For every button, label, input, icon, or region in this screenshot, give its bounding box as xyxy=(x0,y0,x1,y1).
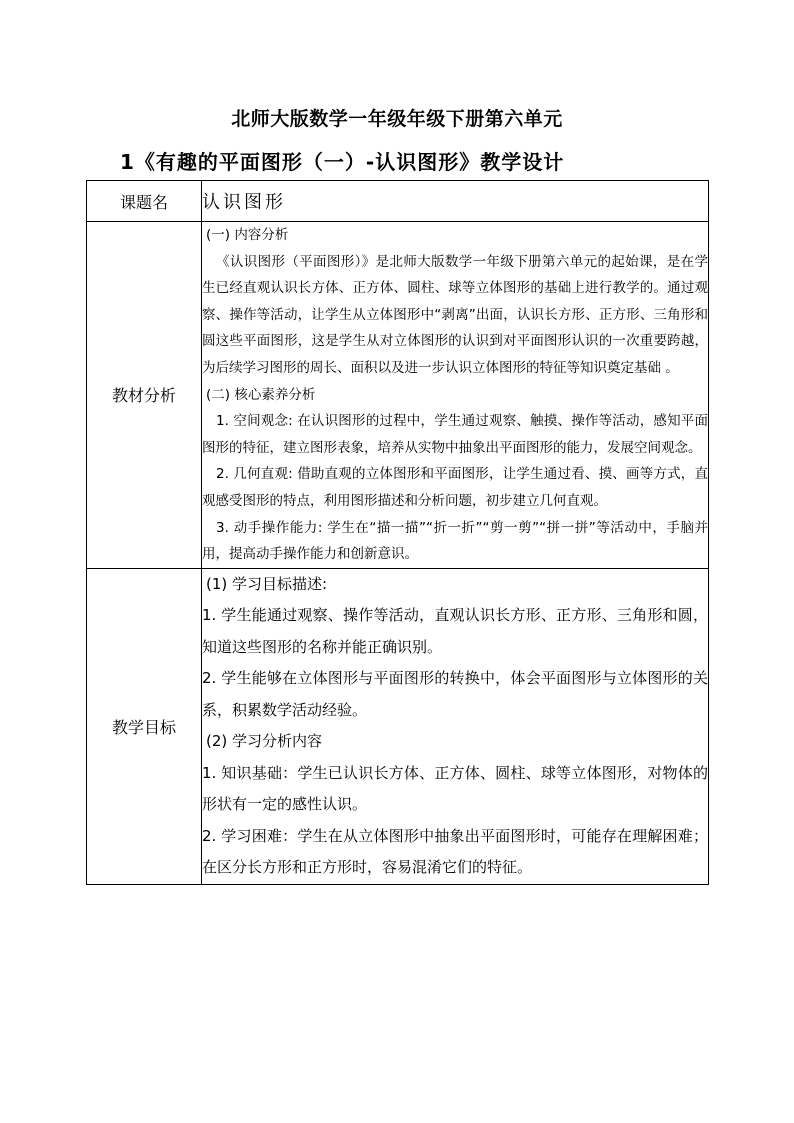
material-analysis-label: 教材分析 xyxy=(87,222,202,569)
topic-value: 认识图形 xyxy=(202,181,709,222)
learning-analysis-item-1: 1. 知识基础：学生已认识长方体、正方体、圆柱、球等立体图形，对物体的形状有一定的感性认识。 xyxy=(202,763,708,814)
teaching-goals-row xyxy=(87,568,709,884)
lesson-plan-table xyxy=(86,180,709,885)
document-title: 北师大版数学一年级年级下册第六单元 xyxy=(231,108,563,130)
content-analysis-heading: (一) 内容分析 xyxy=(206,227,289,243)
goal-item-2: 2. 学生能够在立体图形与平面图形的转换中，体会平面图形与立体图形的关系，积累数学活动经验。 xyxy=(202,669,708,719)
topic-row xyxy=(87,181,709,222)
content-analysis-paragraph: 《认识图形（平面图形）》是北师大版数学一年级下册第六单元的起始课，是在学生已经直观认识长方体、正方体、圆柱、球等立体图形的基础上进行教学的。通过观察、操作等活动，让学生从立体图形中“剥离”出面，认识长方形、正方形、三角形和圆这些平面图形，这是学生从对立体图形的认识到对平面图形认识的一次重要跨越，为后续学习图形的周长、面积以及进一步认识立体图形的特征等知识奠定基础 。 xyxy=(202,253,708,376)
teaching-goals-content xyxy=(202,568,709,884)
core-literacy-item-2: 2. 几何直观: 借助直观的立体图形和平面图形，让学生通过看、摸、画等方式，直观感受图形的特点，利用图形描述和分析问题，初步建立几何直观。 xyxy=(202,466,708,509)
goal-item-1: 1. 学生能通过观察、操作等活动，直观认识长方形、正方形、三角形和圆，知道这些图形的名称并能正确识别。 xyxy=(202,606,708,656)
core-literacy-item-1: 1. 空间观念: 在认识图形的过程中，学生通过观察、触摸、操作等活动，感知平面图形的特征，建立图形表象，培养从实物中抽象出平面图形的能力，发展空间观念。 xyxy=(202,413,708,456)
core-literacy-item-3: 3. 动手操作能力: 学生在“描一描”“折一折”“剪一剪”“拼一拼”等活动中，手脑并用，提高动手操作能力和创新意识。 xyxy=(202,519,708,563)
learning-analysis-item-2: 2. 学习困难：学生在从立体图形中抽象出平面图形时，可能存在理解困难；在区分长方形和正方形时，容易混淆它们的特征。 xyxy=(202,826,708,877)
goal-description-heading: (1) 学习目标描述: xyxy=(206,574,328,593)
learning-analysis-heading: (2) 学习分析内容 xyxy=(206,732,323,751)
core-literacy-heading: (二) 核心素养分析 xyxy=(206,386,316,403)
topic-label: 课题名 xyxy=(87,181,202,222)
material-analysis-content xyxy=(202,222,709,569)
document-subtitle: 1《有趣的平面图形（一）-认识图形》教学设计 xyxy=(120,150,565,174)
teaching-goals-label: 教学目标 xyxy=(87,568,202,884)
material-analysis-row xyxy=(87,222,709,569)
